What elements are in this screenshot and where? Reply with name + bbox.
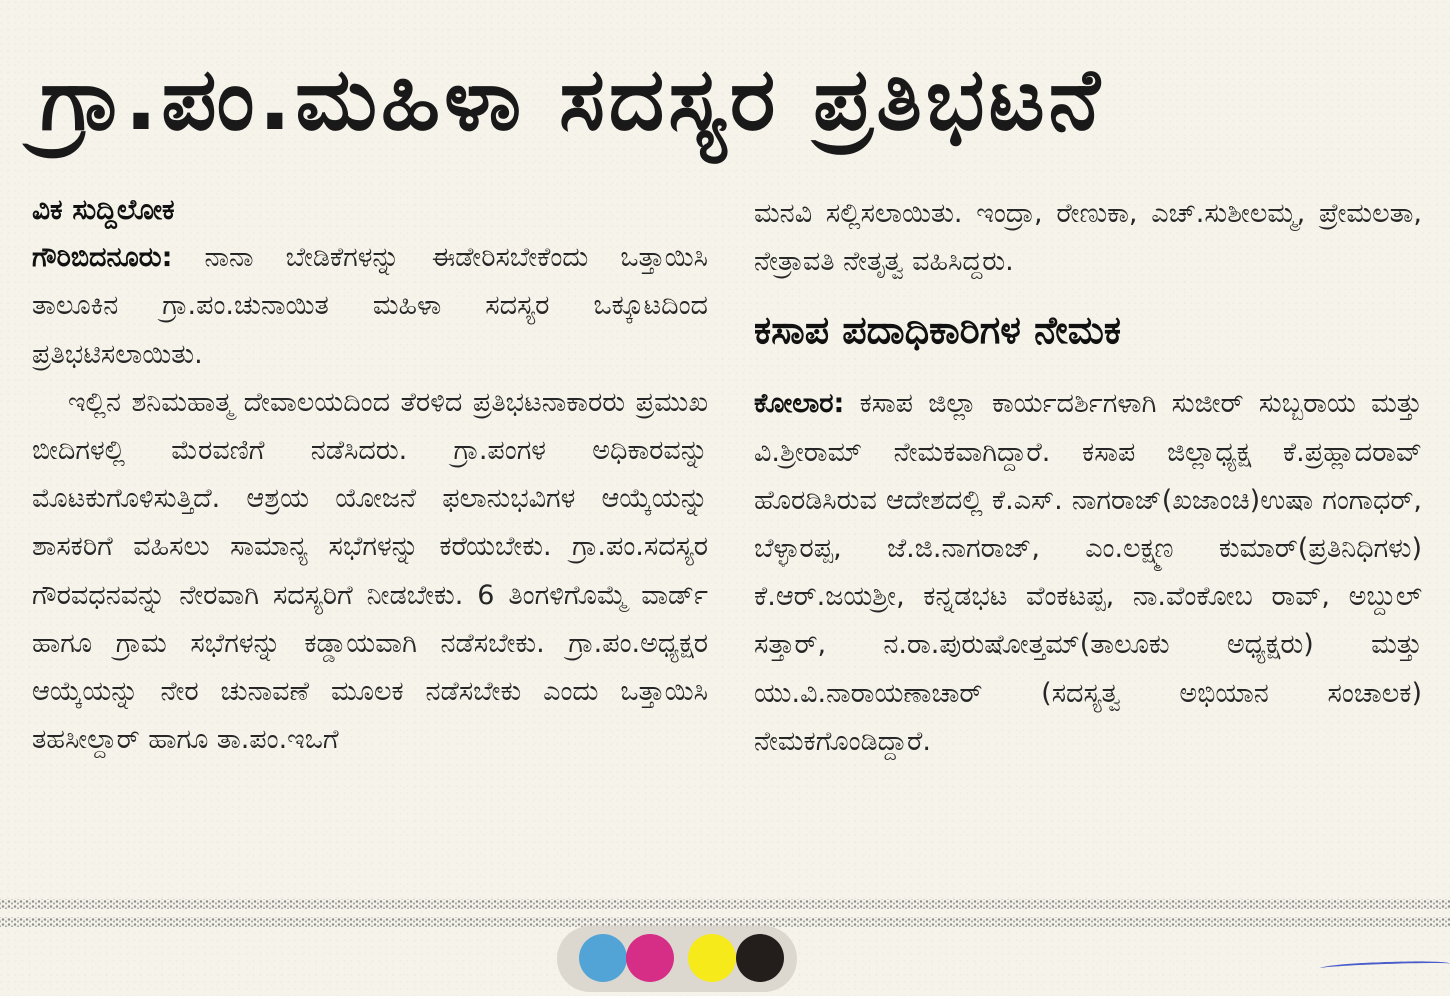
magenta-registration-dot-icon xyxy=(626,934,674,982)
pen-mark xyxy=(1320,960,1450,973)
article-paragraph-1 xyxy=(32,234,708,379)
article-2-paragraph xyxy=(754,380,1422,766)
article-continuation: ಮನವಿ ಸಲ್ಲಿಸಲಾಯಿತು. ಇಂದ್ರಾ, ರೇಣುಕಾ, ಎಚ್.ಸುಶೀಲಮ್ಮ, ಪ್ರೇಮಲತಾ, ನೇತ್ರಾವತಿ ನೇತೃತ್ವ ವಹಿಸಿದ್ದರು. xyxy=(754,198,1422,278)
dateline: ಗೌರಿಬಿದನೂರು: xyxy=(32,242,173,274)
headline: ಗ್ರಾ.ಪಂ.ಮಹಿಳಾ ಸದಸ್ಯರ ಪ್ರತಿಭಟನೆ xyxy=(40,50,1104,150)
byline: ವಿಕ ಸುದ್ದಿಲೋಕ xyxy=(32,193,175,226)
left-column xyxy=(32,186,708,764)
dotted-rule-top xyxy=(0,899,1450,909)
cyan-registration-dot-icon xyxy=(579,934,627,982)
dateline-2: ಕೋಲಾರ: xyxy=(754,388,845,420)
paragraph-1-text: ನಾನಾ ಬೇಡಿಕೆಗಳನ್ನು ಈಡೇರಿಸಬೇಕೆಂದು ಒತ್ತಾಯಿಸಿ ತಾಲೂಕಿನ ಗ್ರಾ.ಪಂ.ಚುನಾಯಿತ ಮಹಿಳಾ ಸದಸ್ಯರ ಒಕ್ಕೂಟದಿಂದ ಪ್ರತಿಭಟಿಸಲಾಯಿತು. xyxy=(32,242,708,370)
black-registration-dot-icon xyxy=(736,934,784,982)
yellow-registration-dot-icon xyxy=(688,934,736,982)
paragraph-2-text: ಕಸಾಪ ಜಿಲ್ಲಾ ಕಾರ್ಯದರ್ಶಿಗಳಾಗಿ ಸುಜೀರ್ ಸುಬ್ಬರಾಯ ಮತ್ತು ವಿ.ಶ್ರೀರಾಮ್ ನೇಮಕವಾಗಿದ್ದಾರೆ. ಕಸಾಪ ಜಿಲ್ಲಾಧ್ಯಕ್ಷ ಕೆ.ಪ್ರಹ್ಲಾದರಾವ್ ಹೊರಡಿಸಿರುವ ಆದೇಶದಲ್ಲಿ ಕೆ.ಎಸ್. ನಾಗರಾಜ್(ಖಜಾಂಚಿ)ಉಷಾ ಗಂಗಾಧರ್, ಬೆಳ್ಳಾರಪ್ಪ, ಜೆ.ಜಿ.ನಾಗರಾಜ್, ಎಂ.ಲಕ್ಷ್ಮಣ ಕುಮಾರ್(ಪ್ರತಿನಿಧಿಗಳು) ಕೆ.ಆರ್.ಜಯಶ್ರೀ, ಕನ್ನಡಭಟ ವೆಂಕಟಪ್ಪ, ನಾ.ವೆಂಕೋಬ ರಾವ್, ಅಬ್ದುಲ್ ಸತ್ತಾರ್, ನ.ರಾ.ಪುರುಷೋತ್ತಮ್(ತಾಲೂಕು ಅಧ್ಯಕ್ಷರು) ಮತ್ತು ಯು.ವಿ.ನಾರಾಯಣಾಚಾರ್ (ಸದಸ್ಯತ್ವ ಅಭಿಯಾನ ಸಂಚಾಲಕ) ನೇಮಕಗೊಂಡಿದ್ದಾರೆ. xyxy=(754,388,1422,757)
right-column xyxy=(754,190,1422,766)
article-paragraph-2: ಇಲ್ಲಿನ ಶನಿಮಹಾತ್ಮ ದೇವಾಲಯದಿಂದ ತೆರಳಿದ ಪ್ರತಿಭಟನಾಕಾರರು ಪ್ರಮುಖ ಬೀದಿಗಳಲ್ಲಿ ಮೆರವಣಿಗೆ ನಡೆಸಿದರು. ಗ್ರಾ.ಪಂಗಳ ಅಧಿಕಾರವನ್ನು ಮೊಟಕುಗೊಳಿಸುತ್ತಿದೆ. ಆಶ್ರಯ ಯೋಜನೆ ಫಲಾನುಭವಿಗಳ ಆಯ್ಕೆಯನ್ನು ಶಾಸಕರಿಗೆ ವಹಿಸಲು ಸಾಮಾನ್ಯ ಸಭೆಗಳನ್ನು ಕರೆಯಬೇಕು. ಗ್ರಾ.ಪಂ.ಸದಸ್ಯರ ಗೌರವಧನವನ್ನು ನೇರವಾಗಿ ಸದಸ್ಯರಿಗೆ ನೀಡಬೇಕು. 6 ತಿಂಗಳಿಗೊಮ್ಮೆ ವಾರ್ಡ್ ಹಾಗೂ ಗ್ರಾಮ ಸಭೆಗಳನ್ನು ಕಡ್ಡಾಯವಾಗಿ ನಡೆಸಬೇಕು. ಗ್ರಾ.ಪಂ.ಅಧ್ಯಕ್ಷರ ಆಯ್ಕೆಯನ್ನು ನೇರ ಚುನಾವಣೆ ಮೂಲಕ ನಡೆಸಬೇಕು ಎಂದು ಒತ್ತಾಯಿಸಿ ತಹಸೀಲ್ದಾರ್ ಹಾಗೂ ತಾ.ಪಂ.ಇಒಗೆ xyxy=(32,386,708,756)
subheadline: ಕಸಾಪ ಪದಾಧಿಕಾರಿಗಳ ನೇಮಕ xyxy=(754,308,1121,353)
